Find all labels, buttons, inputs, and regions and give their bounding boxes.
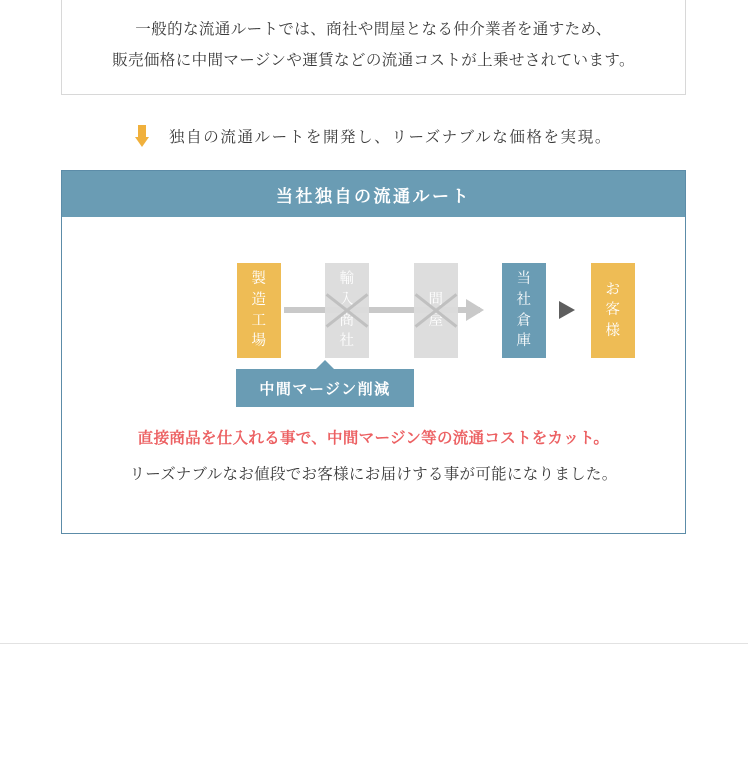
transition-row [61,118,686,154]
flow-node-our-warehouse-char-4: 庫 [516,333,532,350]
flow-node-trading-company-char-1: 輸 [339,271,355,288]
margin-reduction-label: 中間マージン削減 [259,380,391,398]
flow-node-factory-char-1: 製 [251,271,267,288]
intro-line-2: 販売価格に中間マージンや運賃などの流通コストが上乗せされています。 [112,52,635,69]
flow-node-our-warehouse-char-3: 倉 [516,312,532,329]
panel-footer-highlight: 直接商品を仕入れる事で、中間マージン等の流通コストをカット。 [137,430,610,447]
distribution-panel [61,170,686,534]
intro-line-1: 一般的な流通ルートでは、商社や問屋となる仲介業者を通すため、 [135,21,612,38]
flow-node-our-warehouse [502,263,546,358]
flow-node-our-warehouse-char-1: 当 [516,271,532,288]
flow-node-factory [237,263,281,358]
flow-node-customer [591,263,635,358]
flow-node-wholesaler [414,263,458,358]
flow-rail-arrow-icon [466,299,484,321]
footer-strip [0,644,748,760]
flow-node-trading-company-char-2: 入 [339,291,355,308]
arrow-right-icon [559,301,575,319]
flow-node-factory-char-4: 場 [251,333,267,350]
flow-node-customer-char-2: 客 [605,302,621,319]
flow-diagram [62,221,685,411]
arrow-down-icon [135,125,149,147]
flow-node-trading-company-char-3: 商 [339,312,355,329]
margin-reduction-badge [236,369,414,407]
intro-box [61,0,686,95]
panel-footer-subtext: リーズナブルなお値段でお客様にお届けする事が可能になりました。 [129,466,618,483]
flow-node-customer-char-1: お [605,281,621,298]
flow-node-customer-char-3: 様 [605,322,621,339]
flow-node-trading-company-char-4: 社 [339,333,355,350]
arrow-down-head [135,137,149,147]
flow-node-our-warehouse-char-2: 社 [516,291,532,308]
flow-node-wholesaler-char-1: 問 [428,291,444,308]
flow-node-wholesaler-char-2: 屋 [428,312,444,329]
panel-title: 当社独自の流通ルート [62,171,685,217]
transition-caption: 独自の流通ルートを開発し、リーズナブルな価格を実現。 [169,129,612,146]
panel-footer [62,426,685,484]
flow-node-factory-char-3: 工 [251,312,267,329]
badge-notch-icon [316,360,334,369]
flow-node-trading-company [325,263,369,358]
flow-node-factory-char-2: 造 [251,291,267,308]
